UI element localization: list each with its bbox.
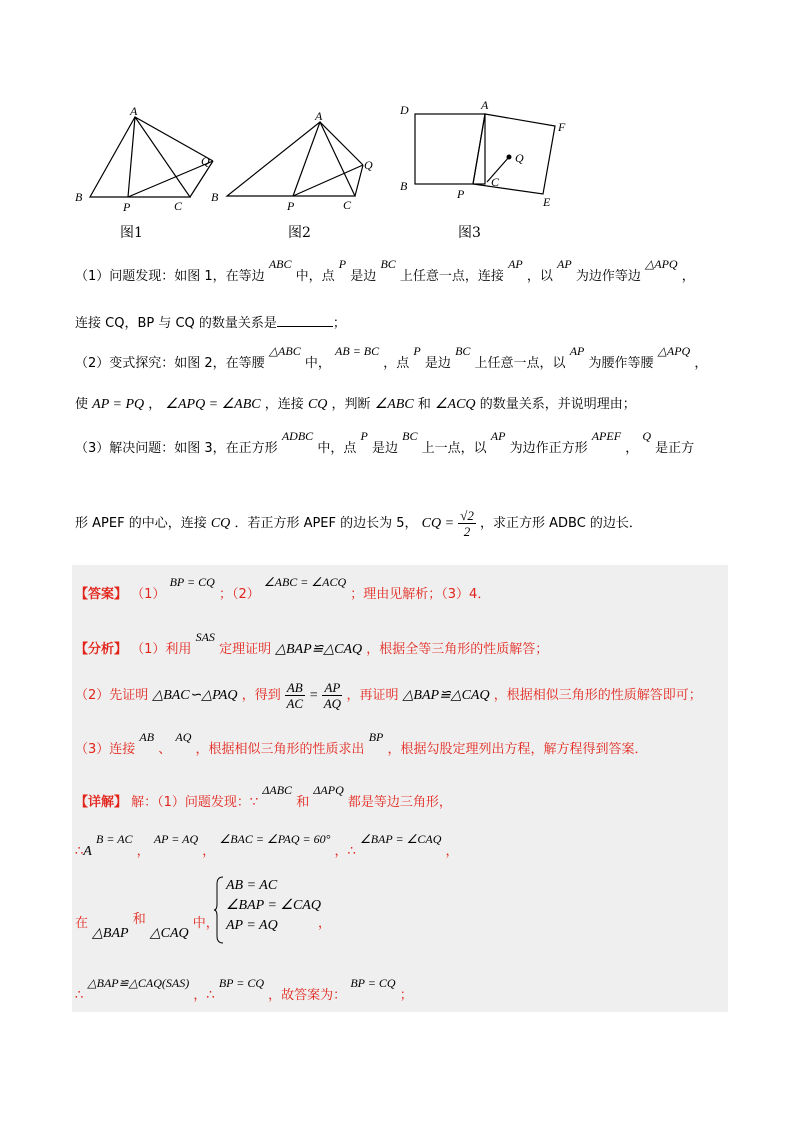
- fig2-label-a: A: [315, 110, 323, 123]
- figure-2-caption: 图2: [288, 225, 311, 241]
- figure-2: [205, 110, 385, 215]
- fig1-label-a: A: [130, 105, 138, 118]
- answer-line: 【答案】 （1） BP = CQ ；（2） ∠ABC = ∠ACQ ；理由见解析；（3）4．: [75, 575, 491, 602]
- analysis-line-3: （3）连接 AB 、 AQ ，根据相似三角形的性质求出 BP ，根据勾股定理列出方程，解方程得到答案．: [75, 730, 648, 757]
- fig2-label-p: P: [287, 199, 295, 213]
- fig2-label-q: Q: [364, 158, 373, 172]
- detail-line-4: ∴ △BAP≌△CAQ(SAS) ，∴ BP = CQ ，故答案为： BP = CQ ；: [75, 976, 413, 1003]
- fig1-label-q: Q: [201, 154, 210, 168]
- question-1-line-1: （1）问题发现：如图 1，在等边 ABC 中，点 P 是边 BC 上任意一点，连接 AP ，以 AP 为边作等边 △APQ ，: [75, 257, 695, 284]
- system-eq-1: AB = AC: [226, 878, 278, 893]
- fig3-label-p: P: [457, 187, 465, 201]
- system-end: ，: [318, 916, 332, 931]
- system-eq-3: AP = AQ: [226, 918, 278, 933]
- question-3-line-1: （3）解决问题：如图 3，在正方形 ADBC 中，点 P 是边 BC 上一点，以 AP 为边作正方形 APEF ， Q 是正方: [75, 429, 695, 456]
- fig1-label-p: P: [123, 200, 131, 214]
- fig3-label-q: Q: [515, 151, 524, 165]
- analysis-line-1: 【分析】 （1）利用 SAS 定理证明 △BAP≌△CAQ ，根据全等三角形的性质解答；: [75, 630, 549, 657]
- fig2-label-b: B: [211, 190, 219, 204]
- fig1-label-b: B: [75, 190, 83, 204]
- system-brace: [214, 876, 224, 944]
- question-2-line-1: （2）变式探究：如图 2，在等腰 △ABC 中， AB = BC ，点 P 是边 BC 上任意一点，以 AP 为腰作等腰 △APQ ，: [75, 344, 708, 371]
- question-3-line-2: 形 APEF 的中心，连接 CQ ．若正方形 APEF 的边长为 5， CQ = $\frac{√2}{2}$ ，求正方形 ADBC 的边长．: [75, 508, 642, 539]
- figure-3-caption: 图3: [458, 225, 481, 241]
- answer-blank: [277, 316, 333, 327]
- detail-line-2: ∴A B = AC ， AP = AQ ， ∠BAC = ∠PAQ = 60° ，∴ ∠BAP = ∠CAQ ，: [75, 832, 459, 859]
- figure-1: [70, 105, 220, 215]
- fig3-label-c: C: [491, 175, 500, 189]
- figure-3: [395, 98, 575, 213]
- fig3-label-a: A: [481, 98, 489, 112]
- system-eq-2: ∠BAP = ∠CAQ: [226, 898, 321, 913]
- question-2-line-2: 使 AP = PQ ， ∠APQ = ∠ABC ，连接 CQ ，判断 ∠ABC 和 ∠ACQ 的数量关系，并说明理由；: [75, 397, 636, 412]
- fig3-label-e: E: [543, 195, 551, 209]
- fig3-label-f: F: [558, 120, 566, 134]
- fraction-sqrt2-over-2: $\frac{√2}{2}$: [460, 508, 474, 539]
- question-1-line-2: 连接 CQ，BP 与 CQ 的数量关系是 ；: [75, 316, 346, 331]
- fig2-label-c: C: [343, 198, 352, 212]
- fraction-ap-aq: $\frac{AP}{AQ}$: [323, 680, 342, 711]
- fraction-ab-ac: $\frac{AB}{AC}$: [286, 680, 304, 711]
- fig3-label-d: D: [400, 103, 409, 117]
- equation-system: [226, 876, 321, 936]
- fig1-label-c: C: [174, 199, 183, 213]
- fig3-label-b: B: [400, 179, 408, 193]
- answer-panel: [72, 565, 728, 1012]
- analysis-line-2: （2）先证明 △BAC∽△PAQ ，得到 $\frac{AB}{AC}$ = $\frac{AP}{AQ}$ ，再证明 △BAP≌△CAQ ，根据相似三角形的性质解答即可；: [75, 680, 702, 711]
- figure-1-caption: 图1: [120, 225, 143, 241]
- detail-line-3: 在 △BAP 和 △CAQ 中，: [75, 912, 219, 941]
- detail-line-1: 【详解】 解：（1）问题发现：∵ ΔABC 和 ΔAPQ 都是等边三角形，: [75, 783, 452, 810]
